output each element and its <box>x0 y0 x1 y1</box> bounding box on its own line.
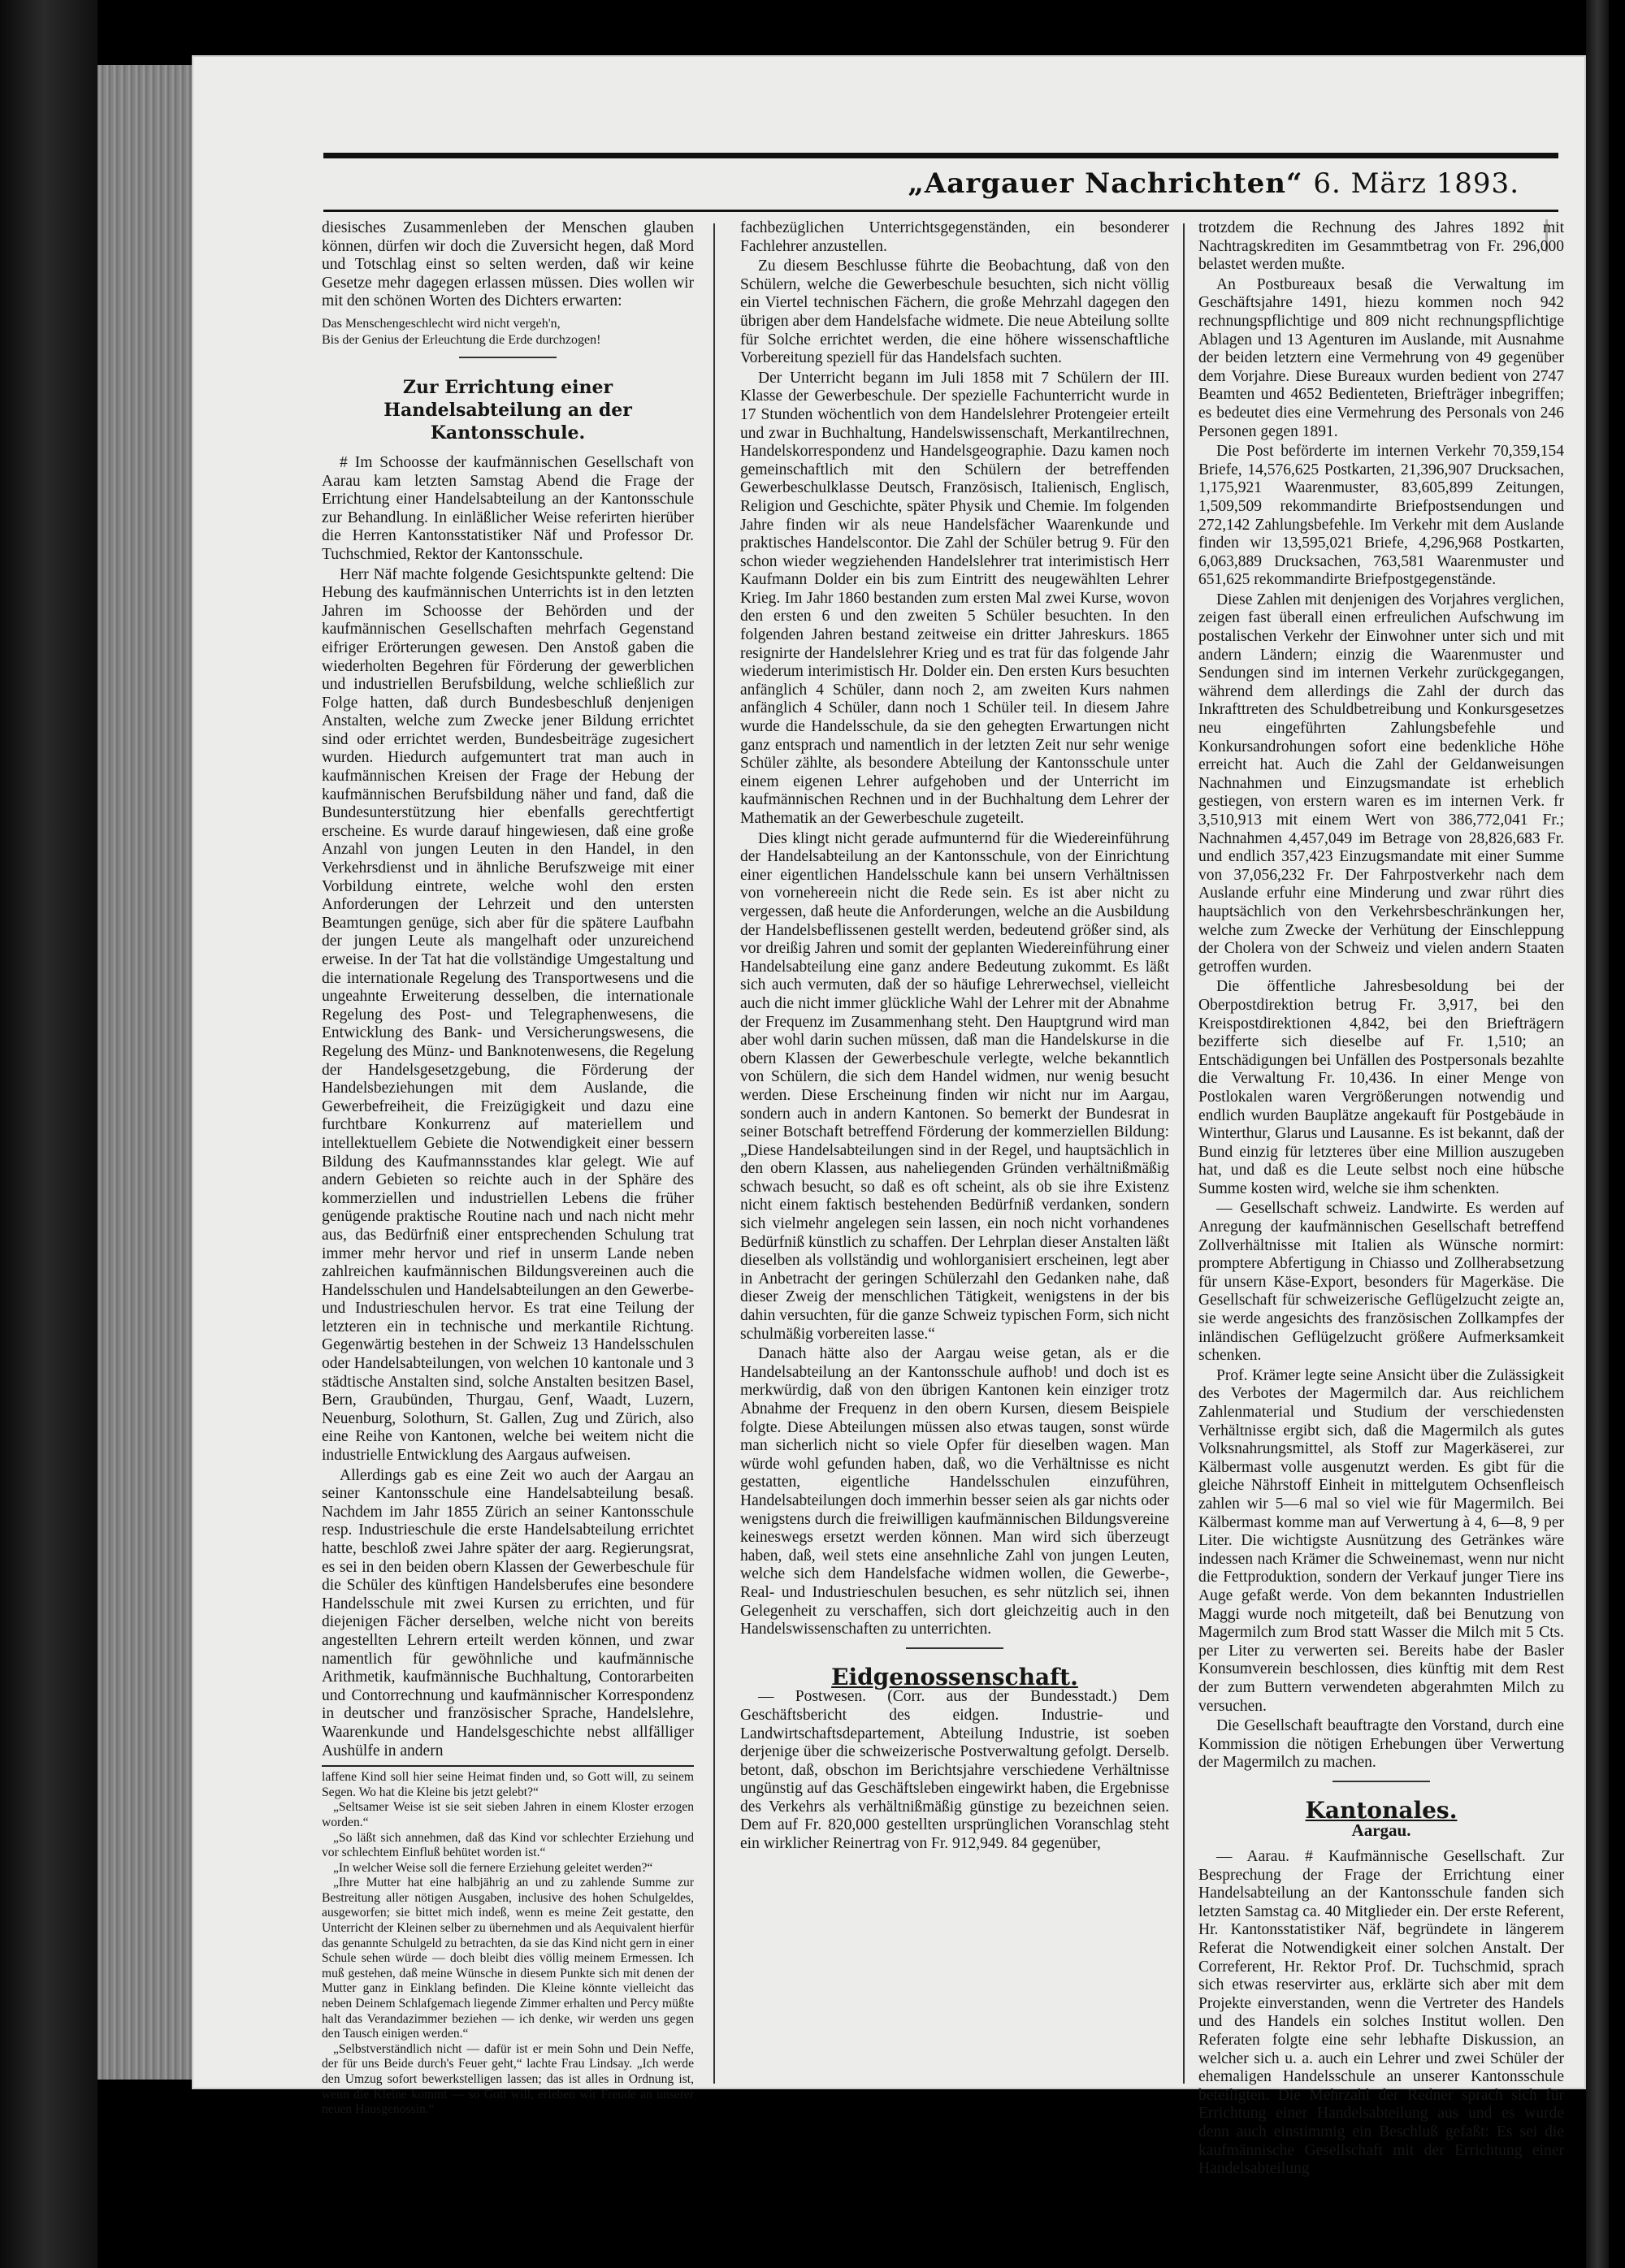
feuilleton-paragraph: „In welcher Weise soll die fernere Erziehung geleitet werden?“ <box>333 1860 653 1875</box>
section-title: Eidgenossenschaft. <box>831 1663 1078 1690</box>
feuilleton-divider <box>322 1765 694 1767</box>
running-head <box>908 167 1519 200</box>
feuilleton-paragraph: „Seltsamer Weise ist sie seit sieben Jahren in einem Kloster erzogen worden.“ <box>322 1800 694 1829</box>
separator <box>459 357 557 358</box>
column-rule-2 <box>1183 223 1185 2084</box>
paragraph: Die öffentliche Jahresbesoldung bei der Oberpostdirektion betrug Fr. 3,917, bei den Kreispostdirektionen 4,842, bei den Briefträgern bezifferte sich dieselbe auf Fr. 1,510; an Entschädigungen bei Unfällen des Postpersonals bezahlte die Verwaltung Fr. 10,436. In einer Menge von Postlokalen waren Vergrößerungen notwendig und endlich wurden Bauplätze angekauft für Postgebäude in Winterthur, Glarus und Lausanne. Es ist bekannt, daß der Bund einzig für letzteres über eine Million auszugeben hat, und daß es die Leute selbst noch eine hübsche Summe kosten wird, welche sie ihm schenkten. <box>1198 978 1564 1197</box>
bound-volume-edge <box>98 65 195 2080</box>
paragraph: Prof. Krämer legte seine Ansicht über die Zulässigkeit des Verbotes der Magermilch dar. Aus reichlichem Zahlenmaterial und Studium der verschiedensten Verhältnisse ergibt sich, daß die Magermilch als gutes Volksnahrungsmittel, als Stoff zur Magerkäserei, zur Kälbermast volle ausgenutzt werden. Es gibt für die gleiche Nährstoff Einheit in mittelgutem Ochsenfleisch zahlen wir 5—6 mal so viel wie für Magermilch. Bei Kälbermast komme man auf Verwertung à 4, 6—8, 9 per Liter. Die wichtigste Ausnützung des Getränkes wäre indessen nach Krämer die Schweinemast, wenn nur nicht die Fettproduktion, sondern der Verkauf junger Tiere ins Auge gefaßt werde. Von dem bekannten Industriellen Maggi wurde noch mitgeteilt, daß bei Benutzung von Magermilch zum Brod statt Wasser die Milch mit 5 Cts. per Liter zu verwerten sei. Bereits habe der Basler Konsumverein beschlossen, dies künftig mit dem Rest der zum Buttern verwendeten abgerahmten Milch zu versuchen. <box>1198 1366 1564 1715</box>
poem-quote <box>322 316 694 348</box>
paragraph: Die Gesellschaft beauftragte den Vorstand, durch eine Kommission die nötigen Erhebungen über Verwertung der Magermilch zu machen. <box>1198 1717 1564 1772</box>
scanner-edge-right <box>1586 0 1609 2268</box>
paragraph: Danach hätte also der Aargau weise getan, als er die Handelsabteilung an der Kantonsschule aufhob! und doch ist es merkwürdig, daß von den übrigen Kantonen kein einziger trotz Abnahme der Frequenz in den obern Kursen, diesem Beispiele folgte. Diese Abteilungen müssen also etwas taugen, sonst würde man sicherlich nicht so viele Opfer für dieselben wagen. Man würde wohl gefunden haben, daß, wo die Verhältnisse es nicht gestatten, eigentliche Handelsschulen einzuführen, Handelsabteilungen doch immerhin besser seien als gar nichts oder wenigstens durch die freiwilligen kaufmännischen Bildungsvereine keineswegs ersetzt werden können. Man wird sich überzeugt haben, daß, weil stets eine ansehnliche Zahl von jungen Leuten, welche sich dem Handelsfache widmen wollen, die Gewerbe-, Real- und Industrieschulen besuchen, es sehr nützlich sei, ihnen Gelegenheit zu verschaffen, sich dort gleichzeitig auch in den Handelswissenschaften zu unterrichten. <box>740 1345 1169 1638</box>
article-title: Zur Errichtung einer Handelsabteilung an der Kantonsschule. <box>384 376 632 444</box>
paragraph: An Postbureaux besaß die Verwaltung im Geschäftsjahre 1491, hiezu kommen noch 942 rechnungspflichtige und 809 nicht rechnungspflichtige Ablagen und 13 Agenturen im Auslande, mit Ausnahme der beiden letztern eine Vermehrung von 49 gegenüber dem Vorjahre. Diese Bureaux wurden bedient von 2747 Beamten und 4652 Bedienteten, Briefträger inbegriffen; es bedeutet dies eine Vermehrung des Personals von 246 Personen gegen 1891. <box>1198 275 1564 440</box>
paragraph: Dies klingt nicht gerade aufmunternd für die Wiedereinführung der Handelsabteilung an der Kantonsschule, von der Einrichtung einer eigentlichen Handelsschule kann bei unsern Verhältnissen von vornehereein nicht die Rede sein. Es ist aber nicht zu vergessen, daß heute die Anforderungen, welche an die Ausbildung der Handelsbeflissenen gestellt werden, bedeutend größer sind, als vor dreißig Jahren und somit der geplanten Wiedereinführung einer Handelsabteilung eine ganz andere Bedeutung zukommt. Es läßt sich auch vermuten, daß der so häufige Lehrerwechsel, vielleicht auch die nicht immer glückliche Wahl der Lehrer mit der Abnahme der Frequenz im Zusammenhang steht. Den Hauptgrund wird man aber wohl darin suchen müssen, daß man die Handelskurse in die obern Klassen der Gewerbeschule verlegte, welche bekanntlich von Schülern, die sich dem Handel widmen, nur wenig besucht werden. Diese Erscheinung finden wir nicht nur im Aargau, sondern auch in andern Kantonen. So bemerkt der Bundesrat in seiner Botschaft betreffend Förderung der kommerziellen Bildung: „Diese Handelsabteilungen sind in der Regel, und hauptsächlich in den obern Klassen, aus naheliegenden Gründen verhältnißmäßig schwach besucht, so daß es oft scheint, als ob sie ihre Existenz nicht einem faktisch bestehenden Bedürfniß verdanken, sondern sich vielmehr angelegen sein lassen, ein noch nicht vorhandenes Bedürfniß künstlich zu schaffen. Der Lehrplan dieser Anstalten läßt dieselben als vollständig und wohlorganisiert erscheinen, legt aber in Anbetracht der geringen Schülerzahl den Gedanken nahe, daß dieser Zweig der menschlichen Tätigkeit, wenigstens in der bis dahin versuchten, für die ganze Schweiz typischen Form, sich nicht schulmäßig vorbereiten lasse.“ <box>740 829 1169 1343</box>
paragraph: fachbezüglichen Unterrichtsgegenständen, ein besonderer Fachlehrer anzustellen. <box>740 219 1169 255</box>
feuilleton-paragraph: „Selbstverständlich nicht — dafür ist er mein Sohn und Dein Neffe, der für uns Beide durch's Feuer geht,“ lachte Frau Lindsay. „Ich werde den Umzug sofort bewerkstelligen lassen; das ist alles in Ordnung ist, wenn die Kleine kommt — so Gott will, erleben wir Freude an unserer neuen Hausgenossin.“ <box>322 2041 694 2117</box>
paragraph: diesisches Zusammenleben der Menschen glauben können, dürfen wir doch die Zuversicht hegen, daß Mord und Totschlag einst so selten werden, daß wir keine Gesetze mehr dagegen erlassen müssen. Dies wollen wir mit den schönen Worten des Dichters erwarten: <box>322 219 694 310</box>
feuilleton-paragraph: „Ihre Mutter hat eine halbjährig an und zu zahlende Summe zur Bestreitung aller nötigen Ausgaben, inclusive des hohen Schulgeldes, ausgeworfen; sie bittet mich indeß, wenn es meine Zeit gestatte, den Unterricht der Kleinen selber zu übernehmen und als Aequivalent hierfür das genannte Schulgeld zu betrachten, da sie das Kind nicht gern in einer Schule sehen würde — doch bleibt dies völlig meinem Ermessen. Ich muß gestehen, daß meine Wünsche in diesem Punkte sich mit denen der Mutter ganz in Einklang befinden. Die Kleine könnte vielleicht das neben Deinem Schlafgemach liegende Zimmer erhalten und Percy müßte halt das Verandazimmer beziehen — ich denke, wir werden uns gegen den Tausch einigen werden.“ <box>322 1876 694 2041</box>
paragraph: trotzdem die Rechnung des Jahres 1892 mit Nachtragskrediten im Gesammtbetrag von Fr. 296,000 belastet werden mußte. <box>1198 219 1564 274</box>
issue-date: 6. März 1893. <box>1313 167 1519 200</box>
paragraph: Zu diesem Beschlusse führte die Beobachtung, daß von den Schülern, welche die Gewerbeschule besuchten, sich nicht völlig ein Viertel technischen Fächern, die große Mehrzahl dagegen den übrigen aber dem Handelsfache widmete. Die neue Abteilung sollte für Solche errichtet werden, die eine höhere wissenschaftliche Vorbereitung speziell für das Handelsfach suchten. <box>740 258 1169 367</box>
column-2 <box>740 219 1169 1855</box>
paragraph: Der Unterricht begann im Juli 1858 mit 7 Schülern der III. Klasse der Gewerbeschule. Der spezielle Fachunterricht wurde in 17 Stunden wöchentlich von dem Handelslehrer Protengeier erteilt und zwar in Buchhaltung, Handelswissenschaft, Merkantilrechnen, Handelskorrespondenz und Handelsgeographie. Dazu kamen noch gemeinschaftlich mit den Schülern der betreffenden Gewerbeschulklasse Deutsch, Französisch, Italienisch, Englisch, Religion und Geschichte, später Physik und Chemie. Im folgenden Jahre finden wir als neue Handelsfächer Waarenkunde und praktisches Handelscontor. Die Zahl der Schüler betrug 9. Für den schon wieder wegziehenden Handelslehrer trat interimistisch Herr Kaufmann Dolder ein bis zum Eintritt des neugewählten Lehrer Krieg. Im Jahr 1860 bestanden zum ersten Mal zwei Kurse, wovon den ersten 6 und den zweiten 5 Schüler besuchten. In den folgenden Jahren bestand zeitweise ein dritter Jahreskurs. 1865 resignirte der Handelslehrer Krieg und es trat für das folgende Jahr wiederum interimistisch Hr. Dolder ein. Den ersten Kurs besuchten anfänglich 4 Schüler, dann noch 2, am zweiten Kurs nahmen anfänglich 4 Schüler, dann noch 1 Schüler teil. In diesem Jahre wurde die Handelsschule, da sie den gehegten Erwartungen nicht ganz entsprach und namentlich in der letzten Zeit nur sehr wenige Schüler zählte, als besondere Abteilung der Kantonsschule unter einem eigenen Lehrer aufgehoben und der Unterricht im kaufmännischen Rechnen und in der Buchhaltung dem Lehrer der Mathematik an der Gewerbeschule zugeteilt. <box>740 369 1169 827</box>
paragraph: Allerdings gab es eine Zeit wo auch der Aargau an seiner Kantonsschule eine Handelsabteilung besaß. Nachdem im Jahr 1855 Zürich an seiner Kantonsschule resp. Industrieschule die erste Handelsabteilung errichtet hatte, beschloß zwei Jahre später der aarg. Regierungsrat, es sei in den beiden obern Klassen der Gewerbeschule für die Schüler des künftigen Handelsberufes eine besondere Handelsschule mit zwei Kursen zu errichten, und für diejenigen Fächer derselben, welche nicht von bereits angestellten Lehrern erteilt werden können, und zwar namentlich für gewöhnliche und kaufmännische Arithmetik, kaufmännische Buchhaltung, Contorarbeiten und Contorrechnung und kaufmännischer Korrespondenz in deutscher und französischer Sprache, Handelslehre, Waarenkunde und Handelsgeschichte nebst allfälliger Aushülfe in andern <box>322 1466 694 1759</box>
column-1 <box>322 219 694 2118</box>
feuilleton-paragraph: laffene Kind soll hier seine Heimat finden und, so Gott will, zu seinem Segen. Wo hat die Kleine bis jetzt gelebt?“ <box>322 1770 694 1799</box>
separator <box>1332 1781 1430 1782</box>
section-title: Kantonales. <box>1305 1796 1458 1824</box>
header-rule-bottom <box>323 210 1558 212</box>
paragraph: Herr Näf machte folgende Gesichtspunkte geltend: Die Hebung des kaufmännischen Unterrichts ist in den letzten Jahren im Schoosse der Behörden und der kaufmännischen Gesellschaften mehrfach Gegenstand eifriger Erörterungen gewesen. Den Anstoß gaben die wiederholten Begehren für Förderung der gewerblichen und industriellen Berufsbildung, welche schließlich zur Folge hatten, daß durch Bundesbeschluß denjenigen Anstalten, welche zum Zwecke jener Bildung errichtet sind oder errichtet werden, Bundesbeiträge zugesichert wurden. Hiedurch aufgemuntert trat man auch in kaufmännischen Kreisen der Frage der Hebung der kaufmännischen Berufsbildung näher und fand, daß die Bundesunterstützung hier ebenfalls gerechtfertigt erscheine. Es wurde darauf hingewiesen, daß eine große Anzahl von jungen Leuten in den Handel, in den Verkehrsdienst und in ähnliche Berufszweige mit einer Vorbildung eintrete, welche wohl den ersten Anforderungen der Lehrzeit und den untersten Beamtungen genüge, sich aber für die spätere Laufbahn der jungen Leute als mangelhaft oder unzureichend erweise. In der Tat hat die vollständige Umgestaltung und die internationale Regelung des Transportwesens und die ungeahnte Erweiterung desselben, die internationale Regelung des Post- und Telegraphenwesens, die Entwicklung des Bank- und Versicherungswesens, die Regelung des Münz- und Banknotenwesens, die Regelung der Handelsgesetzgebung, die Förderung der Handelsbeziehungen mit dem Auslande, die Gewerbefreiheit, die Freizügigkeit und dazu eine furchtbare Konkurrenz auf materiellem und intellektuellem Gebiete die Notwendigkeit einer bessern Bildung des Kaufmannsstandes klar gelegt. Wie auf andern Gebieten so reichte auch in der Sphäre des kommerziellen und industriellen Lebens die früher genügende praktische Routine nach und nach nicht mehr aus, das Bedürfniß einer entsprechenden Schulung trat immer mehr hervor und rief in unserm Lande neben zahlreichen kaufmännischen Bildungsvereinen auch die Handelsschulen und Handelsabteilungen an den Gewerbe- und Industrieschulen hervor. Es trat eine Teilung der letzteren ein in technische und merkantile Richtung. Gegenwärtig bestehen in der Schweiz 13 Handelsschulen oder Handelsabteilungen, von welchen 10 kantonale und 3 städtische Anstalten sind, solche Anstalten besitzen Basel, Bern, Graubünden, Thurgau, Genf, Waadt, Luzern, Neuenburg, Solothurn, St. Gallen, Zug und Zürich, also eine Reihe von Kantonen, welche bei weitem nicht die industrielle Entwicklung des Aargaus aufweisen. <box>322 565 694 1465</box>
column-rule-1 <box>713 223 716 2084</box>
paragraph: — Gesellschaft schweiz. Landwirte. Es werden auf Anregung der kaufmännischen Gesellschaft betreffend Zollverhältnisse mit Italien als Wünsche normirt: promptere Abfertigung in Chiasso und Zollherabsetzung für unsern Käse-Export, besonders für Magerkäse. Die Gesellschaft für schweizerische Geflügelzucht zeigte an, sie werde angesichts des französischen Zollkampfes der inländischen Geflügelzucht größere Aufmerksamkeit schenken. <box>1198 1200 1564 1365</box>
feuilleton <box>322 1770 694 2118</box>
column-3 <box>1198 219 1564 2180</box>
paragraph: # Im Schoosse der kaufmännischen Gesellschaft von Aarau kam letzten Samstag Abend die Frage der Errichtung einer Handelsabteilung an der Kantonsschule zur Behandlung. In einläßlicher Weise referirten hierüber die Herren Kantonsstatistiker Näf und Professor Dr. Tuchschmied, Rektor der Kantonsschule. <box>322 453 694 563</box>
subsection-title: Aargau. <box>1351 1820 1411 1841</box>
feuilleton-paragraph: „So läßt sich annehmen, daß das Kind vor schlechter Erziehung und vor schlechtem Einfluß behütet worden ist.“ <box>322 1830 694 1860</box>
paragraph: Diese Zahlen mit denjenigen des Vorjahres verglichen, zeigen fast überall einen erfreulichen Aufschwung im postalischen Verkehr der Einwohner unter sich und mit andern Ländern; einzig die Waarenmuster und Sendungen sind im internen Verkehr zurückgegangen, während dem allerdings die Zahl der durch das Inkrafttreten des Schuldbetreibung und Konkursgesetzes neu eingeführten Zahlungsbefehle und Konkursandrohungen sofort eine bedenkliche Höhe erreicht hat. Auch die Zahl der Geldanweisungen Nachnahmen und Einzugsmandate ist erheblich gestiegen, von erstern waren es im internen Verk. fr 3,510,913 mit einem Wert von 386,772,041 Fr.; Nachnahmen 4,457,049 im Betrage von 28,826,683 Fr. und endlich 357,423 Einzugsmandate mit einer Summe von 37,056,232 Fr. Der Fahrpostverkehr nach dem Auslande erfuhr eine Minderung und zwar rührt dies hauptsächlich von den Verkehrsbeschränkungen her, welche zum Zwecke der Verhütung der Einschleppung der Cholera von der Schweiz und vielen andern Staaten getroffen wurden. <box>1198 591 1564 976</box>
newspaper-page <box>193 57 1584 2178</box>
quote-line: Das Menschengeschlecht wird nicht vergeh'n, <box>322 316 561 331</box>
paragraph: — Aarau. # Kaufmännische Gesellschaft. Zur Besprechung der Frage der Errichtung einer Handelsabteilung an der Kantonsschule fanden sich letzten Samstag ca. 40 Mitglieder ein. Der erste Referent, Hr. Kantonsstatistiker Näf, begründete in längerem Referat die Notwendigkeit einer solchen Anstalt. Der Correferent, Hr. Rektor Prof. Dr. Tuchschmid, sprach sich etwas reservirter aus, erklärte sich aber mit dem Projekte einverstanden, wenn die Vertreter des Handels und des Handels ein solches Institut wollen. Den Referaten folgte eine sehr lebhafte Diskussion, an welcher sich u. a. auch ein Lehrer und zwei Schüler der ehemaligen Handelsschule an unserer Kantonsschule beteiligten. Die Mehrzahl der Redner sprach sich für Errichtung einer Handelsabteilung aus und es wurde denn auch einstimmig ein Beschluß gefaßt: Es sei die kaufmännische Gesellschaft mit der Errichtung einer Handelsabteilung <box>1198 1848 1564 2178</box>
paragraph: — Postwesen. (Corr. aus der Bundesstadt.) Dem Geschäftsbericht des eidgen. Industrie- und Landwirtschaftsdepartement, Abteilung Industrie, ist soeben derjenige über die schweizerische Postverwaltung gefolgt. Derselb. betont, daß, obschon im Berichtsjahre verschiedene Verhältnisse ungünstig auf das Geschäftsleben eingewirkt haben, die Ergebnisse des Verkehrs als verhältnißmäßig günstige zu bezeichnen seien. Dem auf Fr. 820,000 gestellten ursprünglichen Voranschlag steht ein wirklicher Reinertrag von Fr. 912,949. 84 gegenüber, <box>740 1688 1169 1853</box>
scanner-background <box>0 0 98 2268</box>
quote-line: Bis der Genius der Erleuchtung die Erde durchzogen! <box>322 332 601 347</box>
newspaper-title: „Aargauer Nachrichten“ <box>908 167 1303 200</box>
separator <box>906 1647 1003 1649</box>
paragraph: Die Post beförderte im internen Verkehr 70,359,154 Briefe, 14,576,625 Postkarten, 21,396,907 Drucksachen, 1,175,921 Waarenmuster, 83,605,899 Zeitungen, 1,509,509 rekommandirte Briefpostsendungen und 272,142 Zahlungsbefehle. Im Verkehr mit dem Auslande finden wir 13,595,021 Briefe, 4,296,968 Postkarten, 6,063,889 Drucksachen, 763,581 Waarenmuster und 651,625 rekommandirte Briefpostgegenstände. <box>1198 443 1564 589</box>
header-rule-top <box>323 153 1558 158</box>
